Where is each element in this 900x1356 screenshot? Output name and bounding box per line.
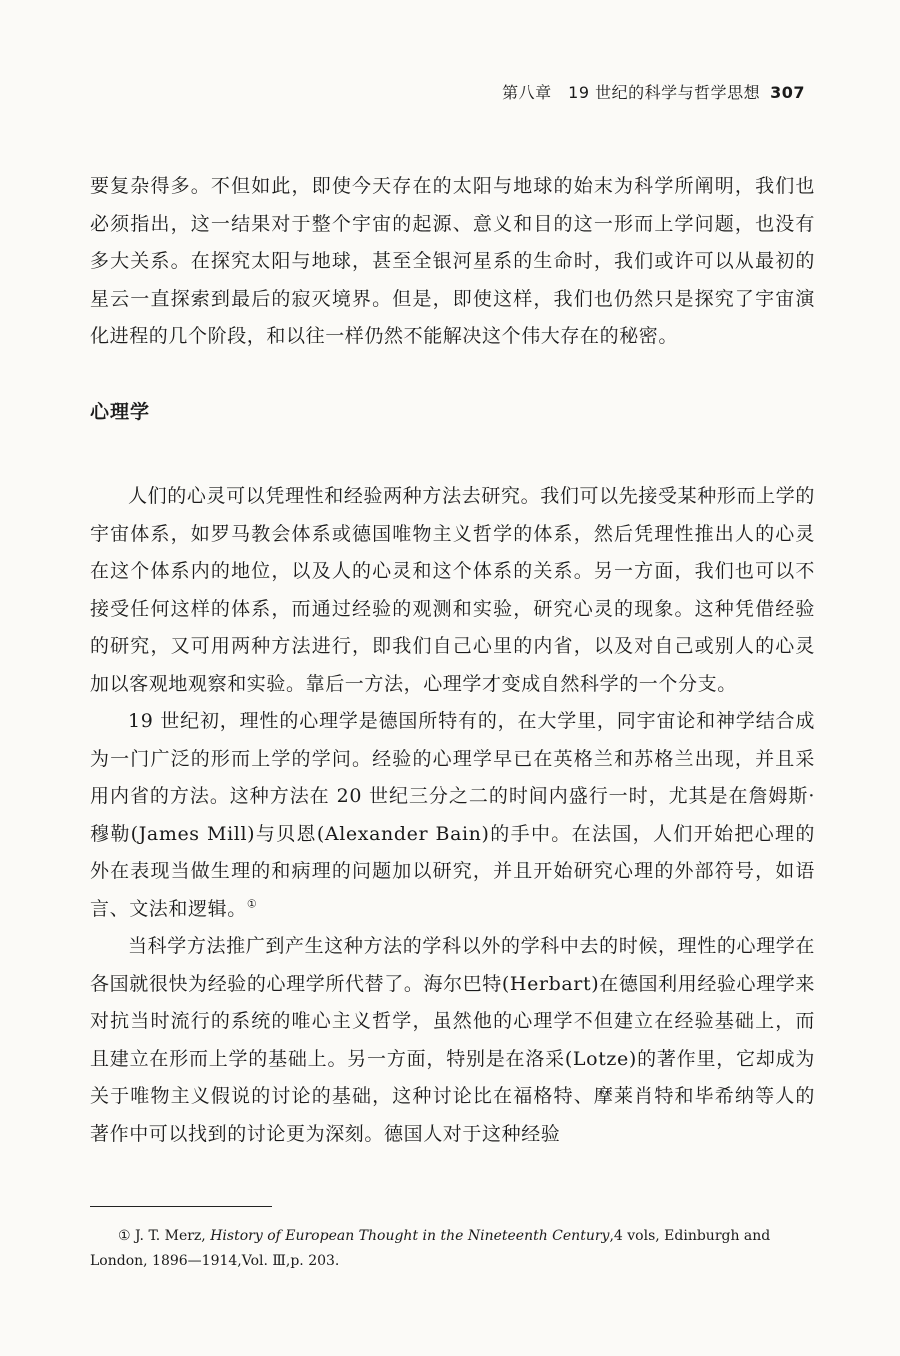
section-body [90,478,815,1153]
paragraph-1: 人们的心灵可以凭理性和经验两种方法去研究。我们可以先接受某种形而上学的宇宙体系，如罗马教会体系或德国唯物主义哲学的体系，然后凭理性推出人的心灵在这个体系内的地位，以及人的心灵和这个体系的关系。另一方面，我们也可以不接受任何这样的体系，而通过经验的观测和实验，研究心灵的现象。这种凭借经验的研究，又可用两种方法进行，即我们自己心里的内省，以及对自己或别人的心灵加以客观地观察和实验。靠后一方法，心理学才变成自然科学的一个分支。 [90,485,815,695]
footnote-author: J. T. Merz, [135,1228,206,1244]
footnote [90,1224,815,1274]
footnote-book-title: History of European Thought in the Nineteenth Century [210,1228,610,1244]
section-heading: 心理学 [90,401,151,423]
footnote-marker: ① [118,1228,131,1244]
continued-paragraph: 要复杂得多。不但如此，即使今天存在的太阳与地球的始末为科学所阐明，我们也必须指出，这一结果对于整个宇宙的起源、意义和目的这一形而上学问题，也没有多大关系。在探究太阳与地球，甚至全银河星系的生命时，我们或许可以从最初的星云一直探索到最后的寂灭境界。但是，即使这样，我们也仍然只是探究了宇宙演化进程的几个阶段，和以往一样仍然不能解决这个伟大存在的秘密。 [90,175,815,347]
chapter-title: 第八章 19 世纪的科学与哲学思想 [502,83,761,102]
footnote-divider [90,1206,272,1207]
paragraph-2 [90,703,815,928]
footnote-reference[interactable]: ① [246,897,258,911]
paragraph-3: 当科学方法推广到产生这种方法的学科以外的学科中去的时候，理性的心理学在各国就很快为经验的心理学所代替了。海尔巴特(Herbart)在德国利用经验心理学来对抗当时流行的系统的唯心主义哲学，虽然他的心理学不但建立在经验基础上，而且建立在形而上学的基础上。另一方面，特别是在洛采(Lotze)的著作里，它却成为关于唯物主义假说的讨论的基础，这种讨论比在福格特、摩莱肖特和毕希纳等人的著作中可以找到的讨论更为深刻。德国人对于这种经验 [90,935,815,1145]
paragraph-2-text: 19 世纪初，理性的心理学是德国所特有的，在大学里，同宇宙论和神学结合成为一门广泛的形而上学的学问。经验的心理学早已在英格兰和苏格兰出现，并且采用内省的方法。这种方法在 20 世纪三分之二的时间内盛行一时，尤其是在詹姆斯·穆勒(James Mill)与贝恩(Alexander Bain)的手中。在法国，人们开始把心理的外在表现当做生理的和病理的问题加以研究，并且开始研究心理的外部符号，如语言、文法和逻辑。 [90,710,815,920]
footnote-details: ,4 vols, Edinburgh and London, 1896—1914,Vol. Ⅲ,p. 203. [90,1228,771,1269]
page-number: 307 [770,83,805,102]
running-head [90,80,805,103]
